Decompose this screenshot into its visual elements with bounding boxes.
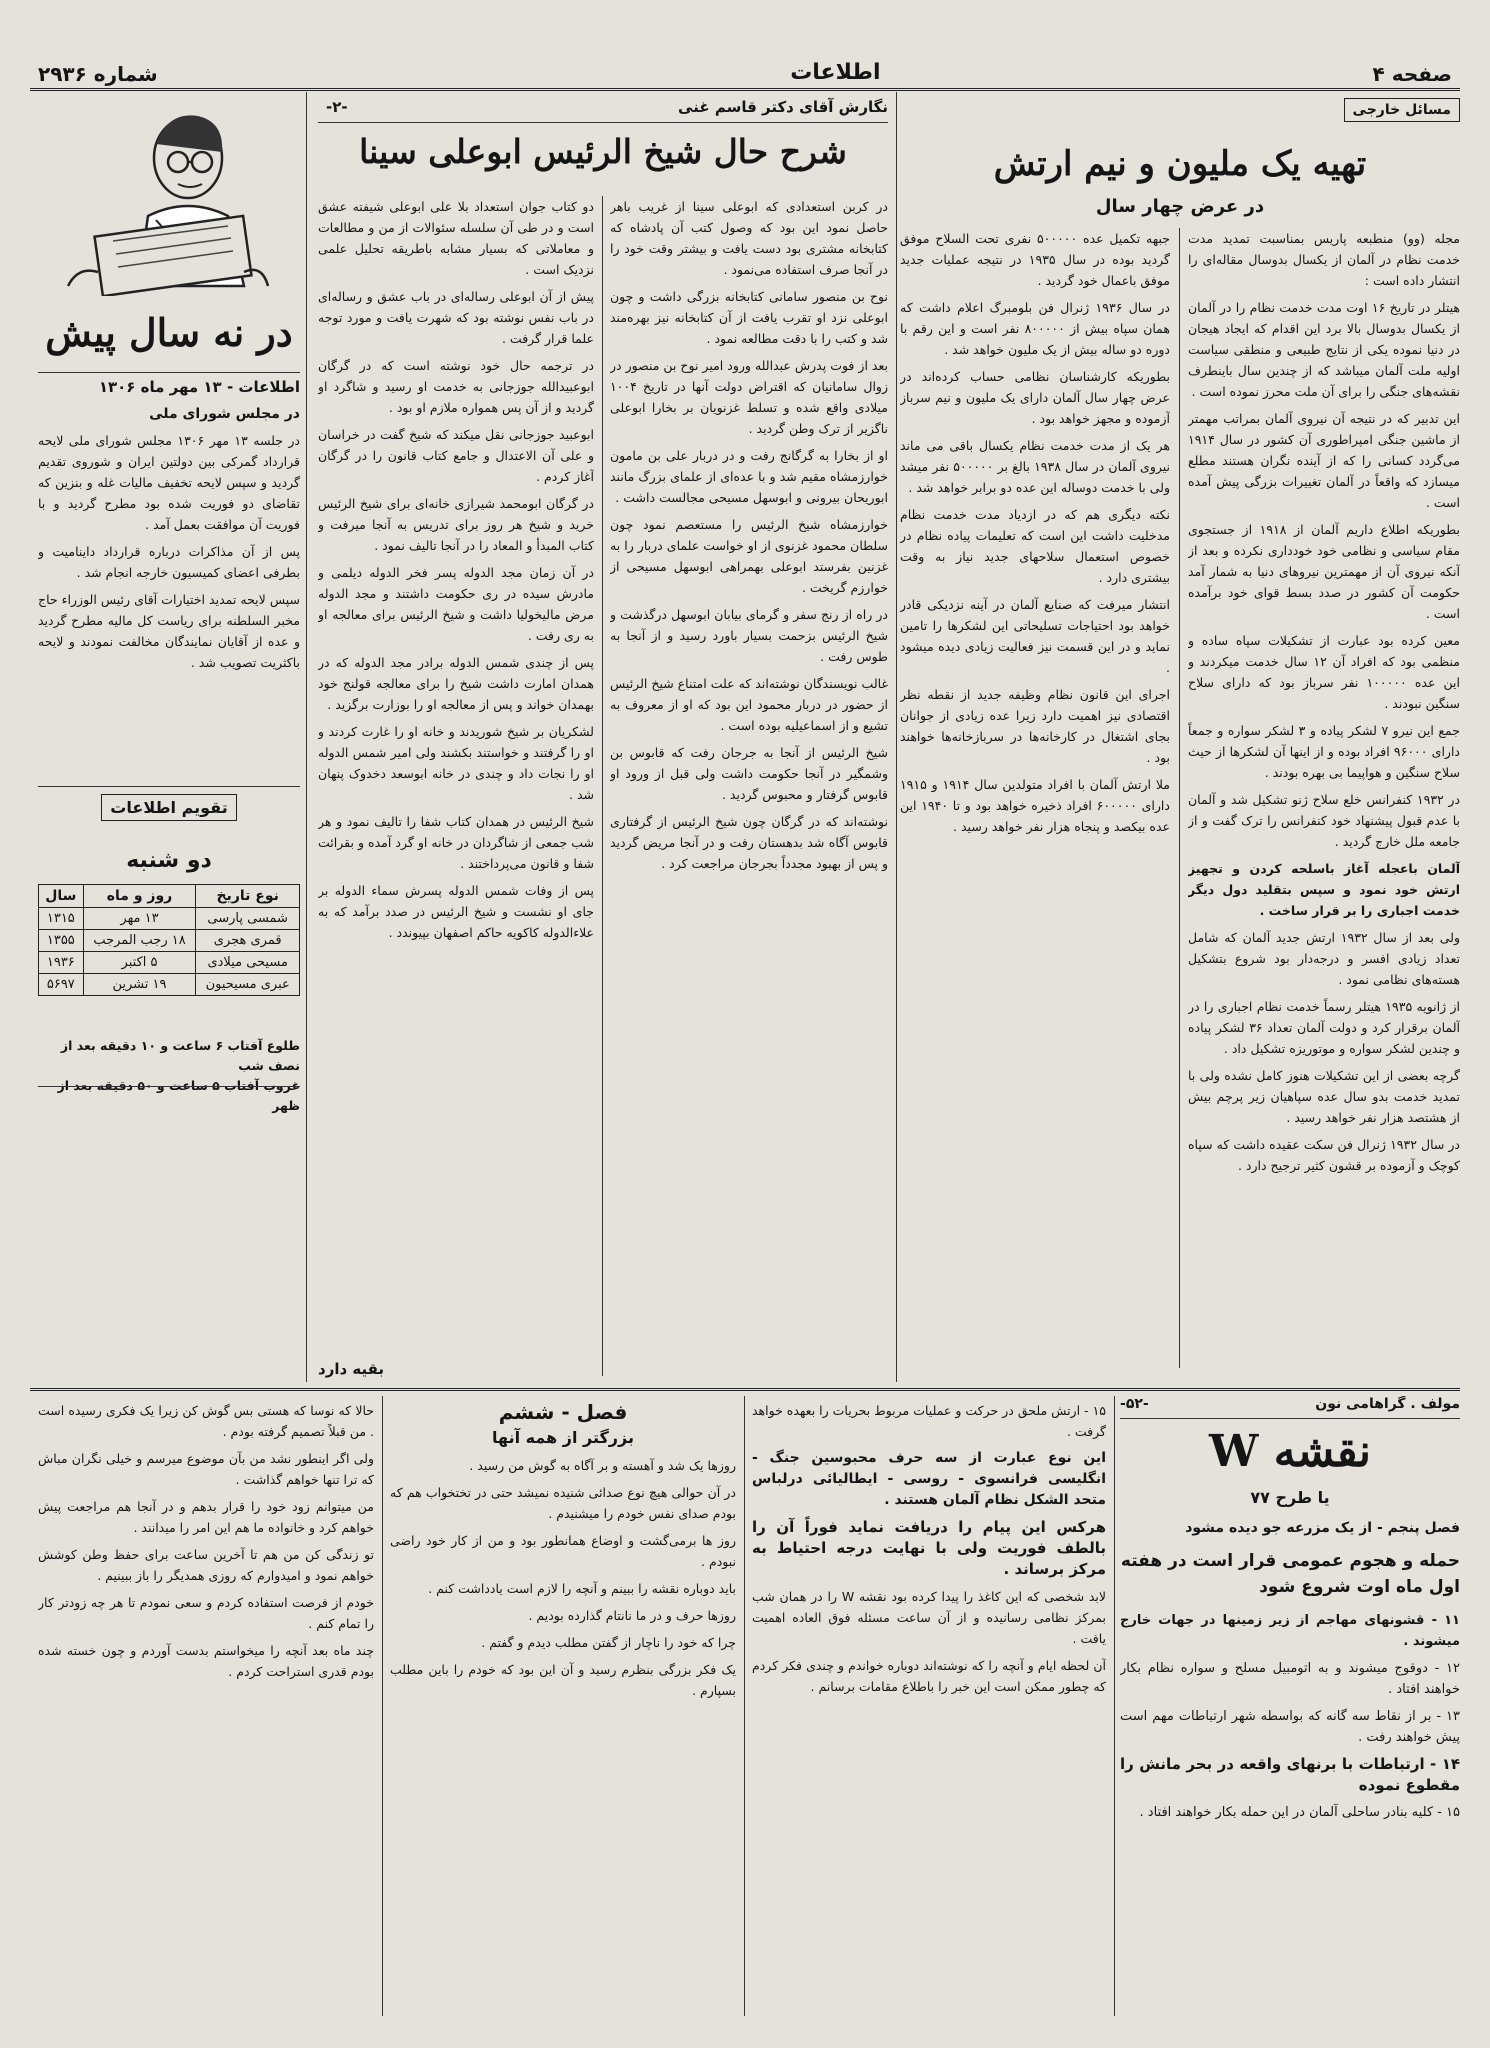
paragraph: ۱۲ - دوقوج میشوند و به اتومبیل مسلح و سواره نظام بکار خواهند افتاد . <box>1120 1661 1460 1697</box>
foreign-subtitle: در عرض چهار سال <box>1095 196 1265 217</box>
paragraph: پس از وفات شمس الدوله پسرش سماء الدوله بر جای او نشست و شیخ الرئیس در صدد برآمد که به علاءالدوله کاکویه حاکم اصفهان بپیوندد . <box>318 883 594 940</box>
paragraph: نکته دیگری هم که در ازدیاد مدت خدمت نظام مدخلیت داشت این است که تعلیمات پیاده نظام در خصوص استعمال سلاحهای جدید نیاز به وقت بیشتری دارد . <box>900 507 1170 585</box>
paragraph: ۱۱ - قشونهای مهاجم از زیر زمینها در جهات خارج میشوند . <box>1120 1613 1460 1649</box>
paragraph: ۱۵ - ارتش ملحق در حرکت و عملیات مربوط بحریات را بعهده خواهد گرفت . <box>752 1403 1106 1439</box>
title-rule <box>38 372 300 373</box>
serial-novel <box>1120 1396 1460 2016</box>
paragraph: آن لحظه ایام و آنچه را که نوشته‌اند دوباره خواندم و چندی فکر کردم که چطور ممکن است این خبر را باطلاع مقامات برسانم . <box>752 1658 1106 1694</box>
section-rule <box>38 1086 300 1087</box>
paragraph: در راه از رنج سفر و گرمای بیابان ابوسهل درگذشت و شیخ الرئیس بزحمت بسیار باورد رسید و از آنجا به طوس رفت . <box>610 607 888 664</box>
paragraph: من میتوانم زود خود را قرار بدهم و در آنجا هم مراجعت پیش خواهم کرد و خانواده ما هم این امر را میدانند . <box>38 1499 374 1535</box>
paragraph: آلمان باعجله آغاز باسلحه کردن و تجهیز ارتش خود نمود و سپس بتقلید دول دیگر خدمت اجباری را بر قرار ساخت . <box>1188 861 1460 918</box>
paragraph: او از بخارا به گرگانج رفت و در دربار علی بن مامون خوارزمشاه مقیم شد و با عده‌ای از علمای بزرگ مانند ابوریحان بیرونی و ابوسهل مسیحی مجالست داشت . <box>610 448 888 505</box>
paragraph: لابد شخصی که این کاغذ را پیدا کرده بود نقشه W را در همان شب بمرکز نظامی رسانیده و از آن ساعت مسئله فوق العاده اهمیت یافت . <box>752 1589 1106 1646</box>
avicenna-column-2 <box>318 196 594 1376</box>
paragraph: بطوریکه اطلاع داریم آلمان از ۱۹۱۸ از جستجوی مقام سیاسی و نظامی خود خودداری نکرده و بعد از آنکه نیروی آن از مهمترین نیروهای دنیا به شمار آمد حکومت آن کشور در صدد بسط قوای خود برآمده است . <box>1188 522 1460 621</box>
paragraph: روزها یک شد و آهسته و بر آگاه به گوش من رسید . <box>469 1458 736 1473</box>
paragraph: در سال ۱۹۳۶ ژنرال فن بلومبرگ اعلام داشت که همان سپاه بیش از ۸۰۰۰۰۰ نفر است و این رقم با دوره دو ساله بیش از یک ملیون خواهد شد . <box>900 300 1170 357</box>
paragraph: در جلسه ۱۳ مهر ۱۳۰۶ مجلس شورای ملی لایحه قرارداد گمرکی بین دولتین ایران و شوروی تقدیم گردید و سپس لایحه تخفیف مالیات غله و بنزین که تقاضای دو فوریت شده بود مطرح گردید و با فوریت آن موافقت بعمل آمد . <box>38 433 300 532</box>
paragraph: روزها حرف و در ما نانتام گذارده بودیم . <box>528 1608 736 1623</box>
column-rule <box>1179 228 1180 1368</box>
paragraph: بطوریکه کارشناسان نظامی حساب کرده‌اند در عرض چهار سال آلمان دارای یک ملیون و نیم سرباز آزموده و مجهز خواهد بود . <box>900 369 1170 426</box>
paragraph: دو کتاب جوان استعداد بلا علی ابوعلی شیفته عشق است و در طی آن سلسله سئوالات از من و مطالعات و معاملاتی که بسیار مشابه باطریقه تحلیل علمی نزدیک است . <box>318 199 594 277</box>
paragraph: در آن حوالی هیچ نوع صدائی شنیده نمیشد حتی در تختخواب هم که بودم صدای نفس خودم را میشنیدم . <box>390 1485 736 1521</box>
paragraph: این نوع عبارت از سه حرف محبوسین جنگ - انگلیسی فرانسوی - روسی - ایطالیائی درلباس متحد الشکل نظام آلمان هستند . <box>752 1450 1106 1508</box>
paragraph: خودم از فرصت استفاده کردم و سعی نمودم تا هر چه زودتر کار را تمام کنم . <box>38 1595 374 1631</box>
novel-chapter: فصل پنجم - از یک مزرعه جو دیده مشود <box>1185 1520 1460 1536</box>
foreign-headline: تهیه یک ملیون و نیم ارتش <box>993 144 1367 184</box>
calendar-title: تقویم اطلاعات <box>101 794 236 821</box>
novel-title: نقشه W <box>1208 1426 1372 1477</box>
paragraph: پس از چندی شمس الدوله برادر مجد الدوله که در همدان امارت داشت شیخ را برای معالجه قولنج خود بهمدان خواند و پس از معالجه او را بوزارت برگزید . <box>318 655 594 712</box>
story-continuation <box>38 1400 374 2012</box>
paragraph: مجله (وو) منطبعه پاریس بمناسبت تمدید مدت خدمت نظام در آلمان از یکسال بدوسال مقاله‌ای را انتشار داده است : <box>1188 231 1460 288</box>
table-cell: ۱۳ مهر <box>83 908 196 930</box>
paragraph: جبهه تکمیل عده ۵۰۰۰۰۰ نفری تحت السلاح موفق گردید بوده در سال ۱۹۳۵ در نتیجه عملیات جدید موفق باعمال خود گردید . <box>900 231 1170 288</box>
parliament-heading: در مجلس شورای ملی <box>149 406 300 422</box>
nine-years-date: اطلاعات - ۱۳ مهر ماه ۱۳۰۶ <box>98 378 300 396</box>
paragraph: تو زندگی کن من هم تا آخرین ساعت برای حفظ وطن کوشش خواهم نمود و امیدوارم که روزی همدیگر را باز ببینیم . <box>38 1547 374 1583</box>
paragraph: معین کرده بود عبارت از تشکیلات سپاه ساده و منظمی بود که افراد آن ۱۲ سال خدمت میکردند و این عده ۱۰۰۰۰۰ نفر سرباز بود که دارای سلاح سنگین نبودند . <box>1188 633 1460 711</box>
table-cell: ۱۳۱۵ <box>39 908 84 930</box>
avicenna-part-number: -۲- <box>326 98 348 116</box>
paragraph: ولی بعد از سال ۱۹۳۲ ارتش جدید آلمان که شامل تعداد زیادی افسر و درجه‌دار بود شروع بتشکیل هسته‌های نظامی نمود . <box>1188 930 1460 987</box>
novel-subtitle: یا طرح ۷۷ <box>1250 1488 1330 1507</box>
nine-years-title: در نه سال پیش <box>45 310 293 355</box>
paragraph: سپس لایحه تمدید اختیارات آقای رئیس الوزراء حاج مخبر السلطنه برای ریاست کل مالیه مطرح گردید و عده از آقایان نمایندگان مخالفت نمودند و لایحه باکثریت تصویب شد . <box>38 592 300 670</box>
table-cell: ۱۹۳۶ <box>39 952 84 974</box>
avicenna-article <box>318 96 888 1386</box>
novel-part-number: -۵۲- <box>1120 1396 1149 1412</box>
table-row <box>39 952 300 974</box>
paragraph: نوشته‌اند که در گرگان چون شیخ الرئیس از گرفتاری قابوس آگاه شد بدهستان رفت و در آنجا مریض گردید و پس از بهبود مجدداً بجرجان مراجعت کرد . <box>610 814 888 871</box>
novel-author: مولف . گراهامی نون <box>1315 1396 1460 1412</box>
paragraph: لشکریان بر شیخ شوریدند و خانه او را غارت کردند و او را گرفتند و خواستند بکشند ولی امیر شمس الدوله او را نجات داد و چندی در خانه ابوسعد دخدوک پنهان شد . <box>318 724 594 802</box>
paragraph: روز ها برمی‌گشت و اوضاع همانطور بود و من از کار خود راضی نبودم . <box>390 1533 736 1569</box>
paragraph: در گرگان ابومحمد شیرازی خانه‌ای برای شیخ الرئیس خرید و شیخ هر روز برای تدریس به آنجا میرفت و کتاب المبدأ و المعاد را در آنجا تالیف نمود . <box>318 496 594 553</box>
paragraph: بعد از فوت پدرش عبدالله ورود امیر نوح بن منصور در زوال سامانیان که اقتراض دولت آنها در تاریخ ۱۰۰۴ میلادی واقع شده و تسلط غزنویان بر بخارا ابوعلی ناگزیر از ترک وطن گردید . <box>610 358 888 436</box>
column-rule <box>744 1396 745 2016</box>
paragraph: شیخ الرئیس از آنجا به جرجان رفت که قابوس بن وشمگیر در آنجا حکومت داشت ولی قبل از ورود او قابوس گرفتار و محبوس گردید . <box>610 745 888 802</box>
reader-illustration <box>38 96 300 296</box>
column-header: سال <box>39 885 84 908</box>
section-rule <box>38 786 300 787</box>
paragraph: اجرای این قانون نظام وظیفه جدید از نقطه نظر اقتصادی نیز اهمیت دارد زیرا عده زیادی از جوانان بجای اشتغال در کارخانه‌ها در سربازخانه‌ها خواهند بود . <box>900 687 1170 765</box>
continued-label: بقیه دارد <box>318 1360 385 1378</box>
paragraph: ۱۳ - بر از نقاط سه گانه که بواسطه شهر ارتباطات مهم است پیش خواهند رفت . <box>1120 1709 1460 1745</box>
paragraph: هیتلر در تاریخ ۱۶ اوت مدت خدمت نظام را در آلمان از یکسال بدوسال بالا برد این اقدام که ایجاد هیجان در دنیا نموده یکی از نتایج طبیعی و منطقی سیاست اولیه ملت آلمان میباشد که از چندین سال باینطرف نقشه‌های جنگی را برای آن ملت محرز نموده است . <box>1188 300 1460 399</box>
table-cell: شمسی پارسی <box>196 908 300 930</box>
paragraph: در ترجمه حال خود نوشته است که در گرگان ابوعبیدالله جوزجانی به خدمت او رسید و شاگرد او گردید و از آن پس همواره ملازم او بود . <box>318 358 594 415</box>
novel-continuation <box>752 1400 1106 2012</box>
paragraph: ۱۴ - ارتباطات با برنهای واقعه در بحر مانش را مقطوع نموده <box>1120 1755 1460 1794</box>
foreign-column-2 <box>900 228 1170 1376</box>
chapter-text <box>390 1455 736 1995</box>
table-cell: ۱۹ تشرین <box>83 974 196 996</box>
avicenna-column-1 <box>610 196 888 1376</box>
paragraph: در کربن استعدادی که ابوعلی سینا از غریب باهر حاصل نمود این بود که وصول کتب آن پادشاه که کتابخانه مشتری بود دست یافت و بیشتر وقت خود را در آنجا صرف استفاده می‌نمود . <box>610 199 888 277</box>
section-rule <box>306 92 307 1382</box>
column-rule <box>1114 1396 1115 2016</box>
weekday: دو شنبه <box>126 848 212 873</box>
avicenna-headline: شرح حال شیخ الرئیس ابوعلی سینا <box>359 132 847 171</box>
sun-times <box>38 1036 300 1116</box>
calendar-table <box>38 884 300 996</box>
paragraph: ۱۵ - کلیه بنادر ساحلی آلمان در این حمله بکار خواهند افتاد . <box>1139 1805 1460 1820</box>
masthead <box>30 58 1460 91</box>
chapter-heading: فصل - ششم <box>498 1400 628 1424</box>
paragraph: غالب نویسندگان نوشته‌اند که علت امتناع شیخ الرئیس از حضور در دربار محمود این بود که او از معروف به تشیع و از اسماعیلیه بوده است . <box>610 676 888 733</box>
sunrise-time: طلوع آفتاب ۶ ساعت و ۱۰ دقیقه بعد از نصف شب <box>60 1038 300 1073</box>
foreign-column-1 <box>1188 228 1460 1376</box>
column-rule <box>602 196 603 1376</box>
table-cell: ۱۳۵۵ <box>39 930 84 952</box>
paragraph: از ژانویه ۱۹۳۵ هیتلر رسماً خدمت نظام اجباری را در آلمان برقرار کرد و دولت آلمان تعداد ۳۶ لشکر پیاده و چندین لشکر سواره و موتوریزه تشکیل داد . <box>1188 999 1460 1056</box>
paragraph: شیخ الرئیس در همدان کتاب شفا را تالیف نمود و هر شب جمعی از شاگردان در خانه او گرد آمده و بقرائت شفا و قانون می‌پرداختند . <box>318 814 594 871</box>
table-cell: مسیحی میلادی <box>196 952 300 974</box>
column-rule <box>382 1396 383 2016</box>
paragraph: باید دوباره نقشه را ببینم و آنچه را لازم است یادداشت کنم . <box>428 1581 736 1596</box>
foreign-rubric: مسائل خارجی <box>1344 98 1460 122</box>
header-rule <box>1120 1418 1460 1419</box>
paragraph: در ۱۹۳۲ کنفرانس خلع سلاح ژنو تشکیل شد و آلمان با عدم قبول پیشنهاد خود کنفرانس را ترک گفت و از جامعه ملل خارج گردید . <box>1188 792 1460 849</box>
table-row <box>39 930 300 952</box>
paragraph: ولی اگر اینطور نشد من بآن موضوع میرسم و خیلی نگران مباش که ترا تنها خواهم گذاشت . <box>38 1451 374 1487</box>
table-cell: ۱۸ رجب المرجب <box>83 930 196 952</box>
paragraph: هر یک از مدت خدمت نظام یکسال باقی می ماند نیروی آلمان در سال ۱۹۳۸ بالغ بر ۵۰۰۰۰۰ نفر میشد ولی با خدمت دوساله این عده دو برابر خواهد شد . <box>900 438 1170 495</box>
table-cell: ۵ اکتبر <box>83 952 196 974</box>
paragraph: ملا ارتش آلمان با افراد متولدین سال ۱۹۱۴ و ۱۹۱۵ دارای ۶۰۰۰۰۰ افراد ذخیره خواهد بود و تا ۱۹۴۰ این عده بیکصد و پنجاه هزار نفر خواهد رسید . <box>900 777 1170 834</box>
chapter-title: بزرگتر از همه آنها <box>492 1428 634 1447</box>
page-number: صفحه ۴ <box>1372 62 1452 86</box>
paragraph: چند ماه بعد آنچه را میخواستم بدست آوردم و چون خسته شده بودم قدری استراحت کردم . <box>38 1643 374 1679</box>
issue-number: شماره ۲۹۳۶ <box>38 62 158 86</box>
byline-rule <box>318 122 888 123</box>
table-cell: ۵۶۹۷ <box>39 974 84 996</box>
paragraph: یک فکر بزرگی بنظرم رسید و آن این بود که خودم را باین مطلب بسپارم . <box>390 1662 736 1698</box>
paragraph: پیش از آن ابوعلی رساله‌ای در باب عشق و رساله‌ای در باب نفس نوشته بود که شهرت یافت و مورد توجه علما قرار گرفت . <box>318 289 594 346</box>
paragraph: گرچه بعضی از این تشکیلات هنوز کامل نشده ولی با تمدید خدمت بدو سال عده سپاهیان زیر پرچم بیش از هشتصد هزار نفر خواهد رسید . <box>1188 1068 1460 1125</box>
paragraph: ابوعبید جوزجانی نقل میکند که شیخ گفت در خراسان و علی آن الاعتدال و جامع کتاب قانون را در گرگان آغاز کردم . <box>318 427 594 484</box>
section-rule <box>896 92 897 1382</box>
table-row <box>39 908 300 930</box>
table-cell: عبری مسیحیون <box>196 974 300 996</box>
paragraph: حالا که نوسا که هستی بس گوش کن زیرا یک فکری رسیده است . من قبلاً تصمیم گرفته بودم . <box>38 1403 374 1439</box>
newspaper-name: اطلاعات <box>790 60 881 85</box>
novel-lead: حمله و هجوم عمومی قرار است در هفته اول ماه اوت شروع شود <box>1120 1551 1460 1597</box>
foreign-affairs-article <box>900 96 1460 1376</box>
paragraph: پس از آن مذاکرات درباره قرارداد داینامیت و بطرفی اعضای کمیسیون خارجه انجام شد . <box>38 544 300 580</box>
paragraph: هرکس این پیام را دریافت نماید فوراً آن را بالطف فوریت ولی با نهایت درجه احتیاط به مرکز برساند . <box>752 1518 1106 1578</box>
avicenna-byline: نگارش آقای دکتر قاسم غنی <box>678 98 888 116</box>
paragraph: چرا که خود را ناچار از گفتن مطلب دیدم و گفتم . <box>481 1635 736 1650</box>
table-cell: قمری هجری <box>196 930 300 952</box>
table-header-row <box>39 885 300 908</box>
paragraph: این تدبیر که در نتیجه آن نیروی آلمان بمراتب مهمتر از ماشین جنگی امپراطوری آن کشور در سال ۱۹۱۴ می‌گردد کسانی را که از آینده نگران هستند مطلع میسازد که واقعاً در آلمان تغییرات بزرگی پیش آمده است . <box>1188 411 1460 510</box>
calendar-table-wrap <box>38 884 300 996</box>
chapter-six <box>390 1400 736 2012</box>
nine-years-ago-section <box>38 96 300 1386</box>
paragraph: خوارزمشاه شیخ الرئیس را مستعصم نمود چون سلطان محمود غزنوی از او خواست علمای دربار را به غزنین بفرستد ابوعلی بهمراهی ابوسهل مسیحی از خوارزم گریخت . <box>610 517 888 595</box>
table-row <box>39 974 300 996</box>
paragraph: نوح بن منصور سامانی کتابخانه بزرگی داشت و چون ابوعلی نزد او تقرب یافت از آن کتابخانه نیز بهره‌مند شد و کتب را با دقت مطالعه نمود . <box>610 289 888 346</box>
nine-years-text <box>38 430 300 778</box>
novel-text <box>1120 1610 1460 2010</box>
column-header: نوع تاریخ <box>196 885 300 908</box>
paragraph: انتشار میرفت که صنایع آلمان در آینه نزدیکی قادر خواهد بود احتیاجات تسلیحاتی این لشکرها را تامین نماید و در این قسمت نیز فعالیت زیادی دیده میشود . <box>900 597 1170 675</box>
sunset-time: غروب آفتاب ۵ ساعت و ۵۰ دقیقه بعد از ظهر <box>57 1078 300 1113</box>
paragraph: در آن زمان مجد الدوله پسر فخر الدوله دیلمی و مادرش سیده در ری حکومت داشتند و مجد الدوله مرض مالیخولیا داشت و شیخ الرئیس برای معالجه او به ری رفت . <box>318 565 594 643</box>
bottom-section-rule <box>30 1388 1460 1391</box>
paragraph: جمع این نیرو ۷ لشکر پیاده و ۳ لشکر سواره و جمعاً دارای ۹۶۰۰۰ افراد بوده و از اینها آن لشکرها از حیث سلاح سنگین و هواپیما بی بهره بودند . <box>1188 723 1460 780</box>
paragraph: در سال ۱۹۳۲ ژنرال فن سکت عقیده داشت که سپاه کوچک و آزموده بر قشون کثیر ترجیح دارد . <box>1188 1137 1460 1173</box>
column-header: روز و ماه <box>83 885 196 908</box>
